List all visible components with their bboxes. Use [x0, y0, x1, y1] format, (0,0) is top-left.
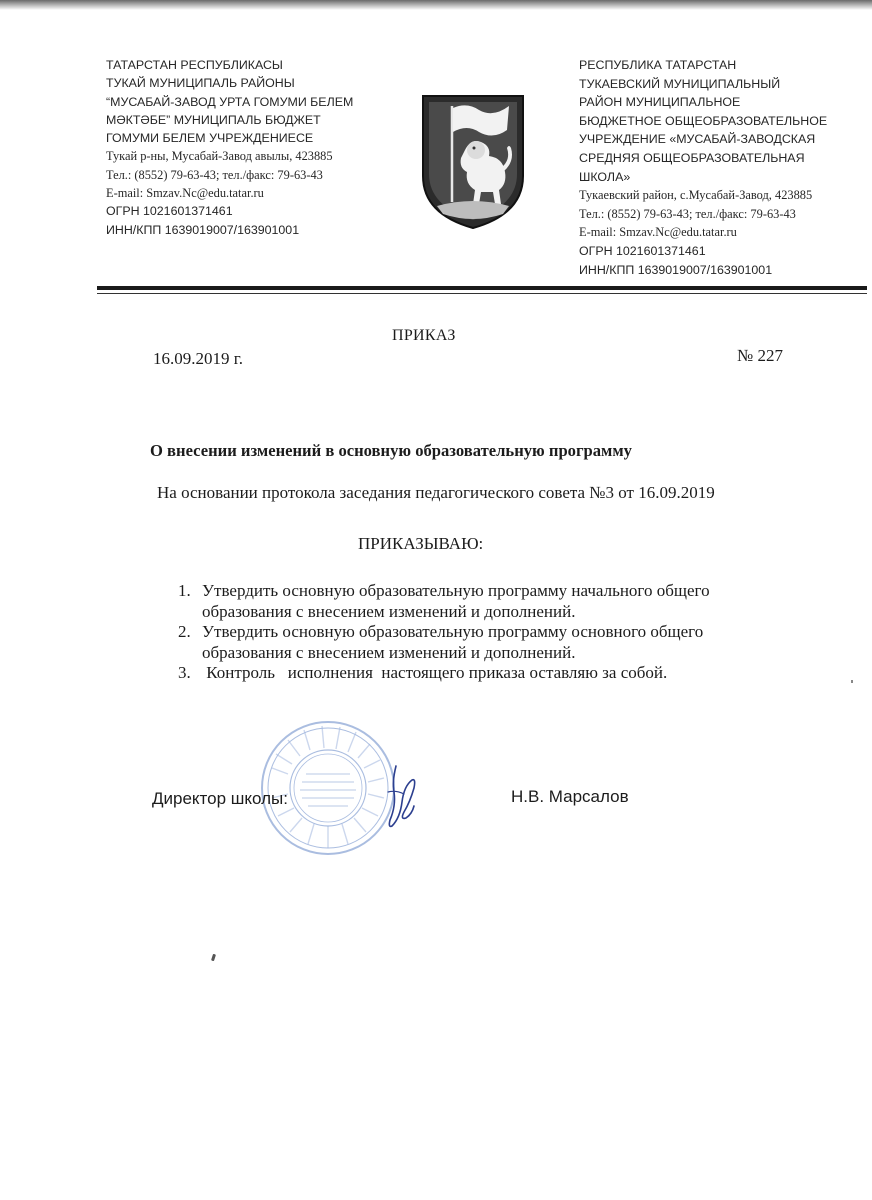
header-right-email: E-mail: Smzav.Nc@edu.tatar.ru: [579, 225, 737, 240]
header-right-line: РЕСПУБЛИКА ТАТАРСТАН: [579, 58, 737, 72]
director-label: Директор школы:: [152, 789, 288, 808]
header-right-line: РАЙОН МУНИЦИПАЛЬНОЕ: [579, 95, 741, 110]
header-left-line: МӘКТӘБЕ” МУНИЦИПАЛЬ БЮДЖЕТ: [106, 112, 321, 127]
school-seal-icon: [258, 718, 398, 858]
header-left-block: [106, 56, 411, 239]
header-divider-thin: [97, 293, 867, 294]
header-right-address: Тукаевский район, с.Мусабай-Завод, 423885: [579, 188, 813, 203]
header-right-line: СРЕДНЯЯ ОБЩЕОБРАЗОВАТЕЛЬНАЯ: [579, 150, 805, 165]
header-divider-thick: [97, 286, 867, 290]
order-basis: На основании протокола заседания педагогического совета №3 от 16.09.2019: [157, 483, 715, 502]
header-right-line: УЧРЕЖДЕНИЕ «МУСАБАЙ-ЗАВОДСКАЯ: [579, 132, 816, 147]
tukaevsky-district-coat-of-arms-icon: [419, 92, 527, 232]
header-left-phone: Тел.: (8552) 79-63-43; тел./факс: 79-63-43: [106, 167, 323, 182]
director-name: Н.В. Марсалов: [511, 787, 629, 806]
order-number: № 227: [737, 346, 783, 365]
list-item-text: Контроль исполнения настоящего приказа оставляю за собой.: [202, 663, 668, 682]
header-left-email: E-mail: Smzav.Nc@edu.tatar.ru: [106, 186, 264, 201]
list-item-text: образования с внесением изменений и дополнений.: [202, 601, 576, 621]
list-item-number: 3.: [178, 663, 191, 682]
header-left-ogrn: ОГРН 1021601371461: [106, 204, 233, 219]
list-item-number: 1.: [178, 581, 191, 600]
header-right-line: ШКОЛА»: [579, 169, 631, 184]
order-decree: ПРИКАЗЫВАЮ:: [358, 534, 484, 553]
header-left-line: ТУКАЙ МУНИЦИПАЛЬ РАЙОНЫ: [106, 76, 295, 91]
list-item-text: Утвердить основную образовательную программу основного общего: [202, 622, 704, 641]
header-right-phone: Тел.: (8552) 79-63-43; тел./факс: 79-63-43: [579, 206, 796, 221]
scan-edge: [0, 0, 872, 10]
order-title: ПРИКАЗ: [392, 327, 456, 344]
header-right-line: ТУКАЕВСКИЙ МУНИЦИПАЛЬНЫЙ: [579, 76, 781, 91]
header-right-line: БЮДЖЕТНОЕ ОБЩЕОБРАЗОВАТЕЛЬНОЕ: [579, 113, 828, 128]
list-item: [178, 622, 838, 663]
list-item-text: Утвердить основную образовательную программу начального общего: [202, 581, 710, 600]
scan-speck: [851, 680, 853, 683]
header-left-line: ТАТАРСТАН РЕСПУБЛИКАСЫ: [106, 58, 283, 72]
header-left-inn: ИНН/КПП 1639019007/163901001: [106, 222, 300, 237]
header-left-line: “МУСАБАЙ-ЗАВОД УРТА ГОМУМИ БЕЛЕМ: [106, 94, 354, 109]
order-items-list: [178, 581, 838, 684]
signature-icon: [382, 762, 420, 834]
order-subject: О внесении изменений в основную образовательную программу: [150, 441, 632, 460]
header-left-address: Тукай р-ны, Мусабай-Завод авылы, 423885: [106, 149, 333, 164]
list-item: [178, 663, 838, 684]
header-right-block: [579, 56, 869, 279]
header-right-ogrn: ОГРН 1021601371461: [579, 243, 706, 258]
list-item-number: 2.: [178, 622, 191, 641]
header-right-inn: ИНН/КПП 1639019007/163901001: [579, 262, 773, 277]
order-date: 16.09.2019 г.: [153, 349, 244, 368]
list-item-text: образования с внесением изменений и дополнений.: [202, 642, 576, 662]
scan-speck: [211, 954, 216, 962]
list-item: [178, 581, 838, 622]
header-left-line: ГОМУМИ БЕЛЕМ УЧРЕЖДЕНИЕСЕ: [106, 131, 314, 146]
